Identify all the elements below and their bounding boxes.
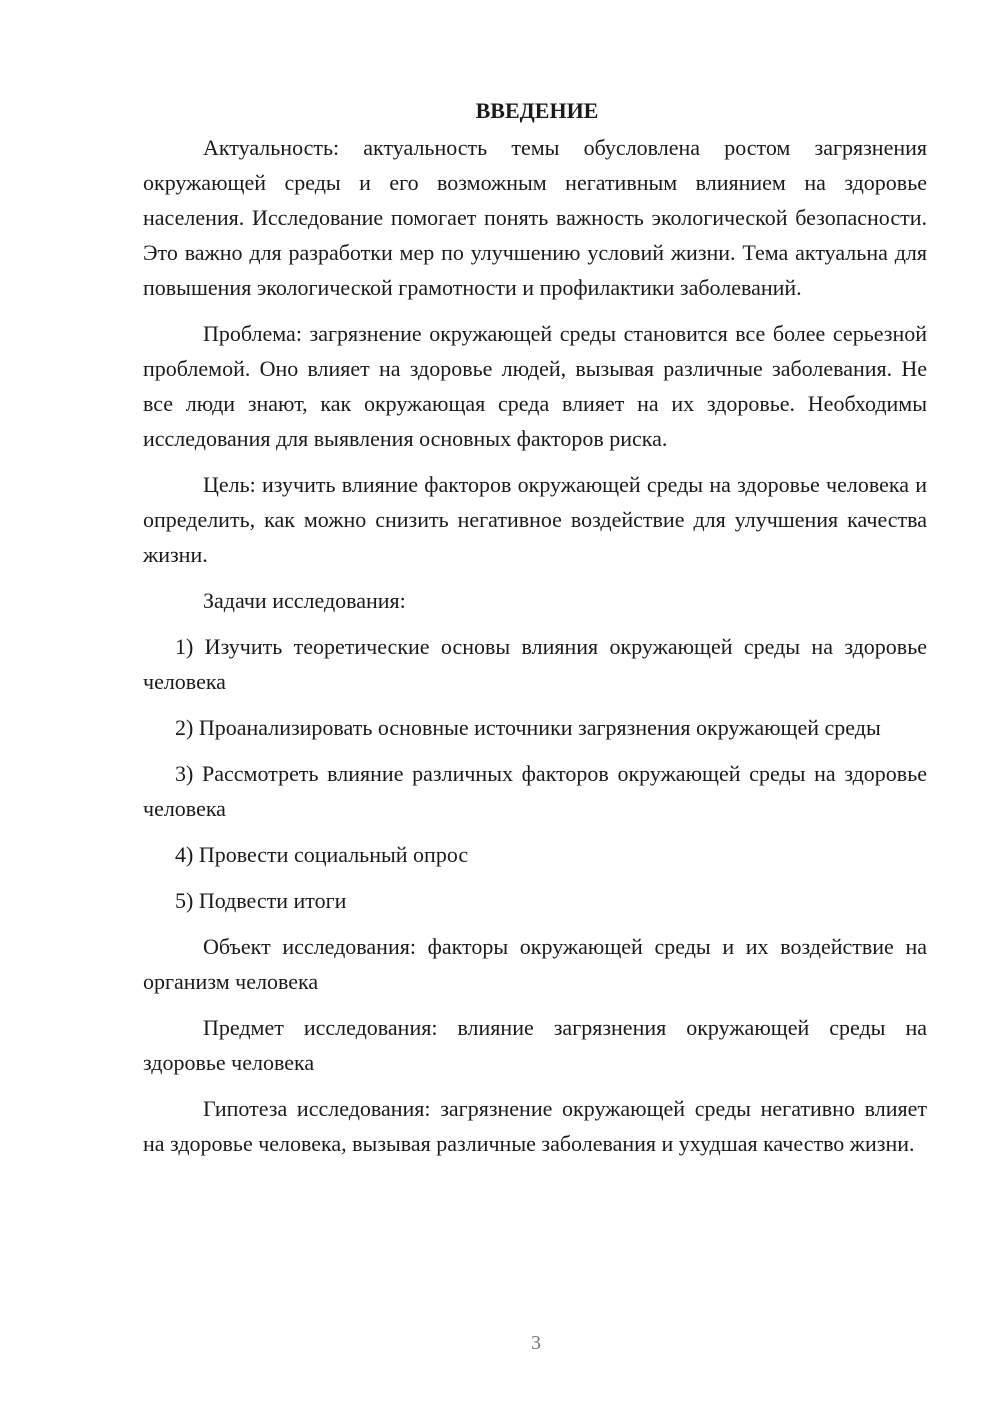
object-paragraph: Объект исследования: факторы окружающей среды и их воздействие на организм человека [143,934,927,994]
tasks-list [143,629,927,918]
task-item-5: 5) Подвести итоги [175,888,347,913]
problem-paragraph: Проблема: загрязнение окружающей среды становится все более серьезной проблемой. Оно влияет на здоровье людей, вызывая различные заболевания. Не все люди знают, как окружающая среда влияет на их здоровье. Необходимы исследования для выявления основных факторов риска. [143,321,927,451]
task-item-2: 2) Проанализировать основные источники загрязнения окружающей среды [175,715,881,740]
subject-paragraph: Предмет исследования: влияние загрязнения окружающей среды на здоровье человека [143,1015,927,1075]
document-page [143,96,927,1172]
hypothesis-paragraph: Гипотеза исследования: загрязнение окружающей среды негативно влияет на здоровье человека, вызывая различные заболевания и ухудшая качество жизни. [143,1096,927,1156]
goal-paragraph: Цель: изучить влияние факторов окружающей среды на здоровье человека и определить, как можно снизить негативное воздействие для улучшения качества жизни. [143,472,927,567]
task-item-1: 1) Изучить теоретические основы влияния окружающей среды на здоровье человека [143,634,927,694]
relevance-paragraph: Актуальность: актуальность темы обусловлена ростом загрязнения окружающей среды и его возможным негативным влиянием на здоровье населения. Исследование помогает понять важность экологической безопасности. Это важно для разработки мер по улучшению условий жизни. Тема актуальна для повышения экологической грамотности и профилактики заболеваний. [143,135,927,300]
task-item-4: 4) Провести социальный опрос [175,842,469,867]
tasks-label: Задачи исследования: [203,588,406,613]
page-number: 3 [531,1332,541,1354]
task-item-3: 3) Рассмотреть влияние различных факторов окружающей среды на здоровье человека [143,761,927,821]
page-title: ВВЕДЕНИЕ [475,98,599,123]
